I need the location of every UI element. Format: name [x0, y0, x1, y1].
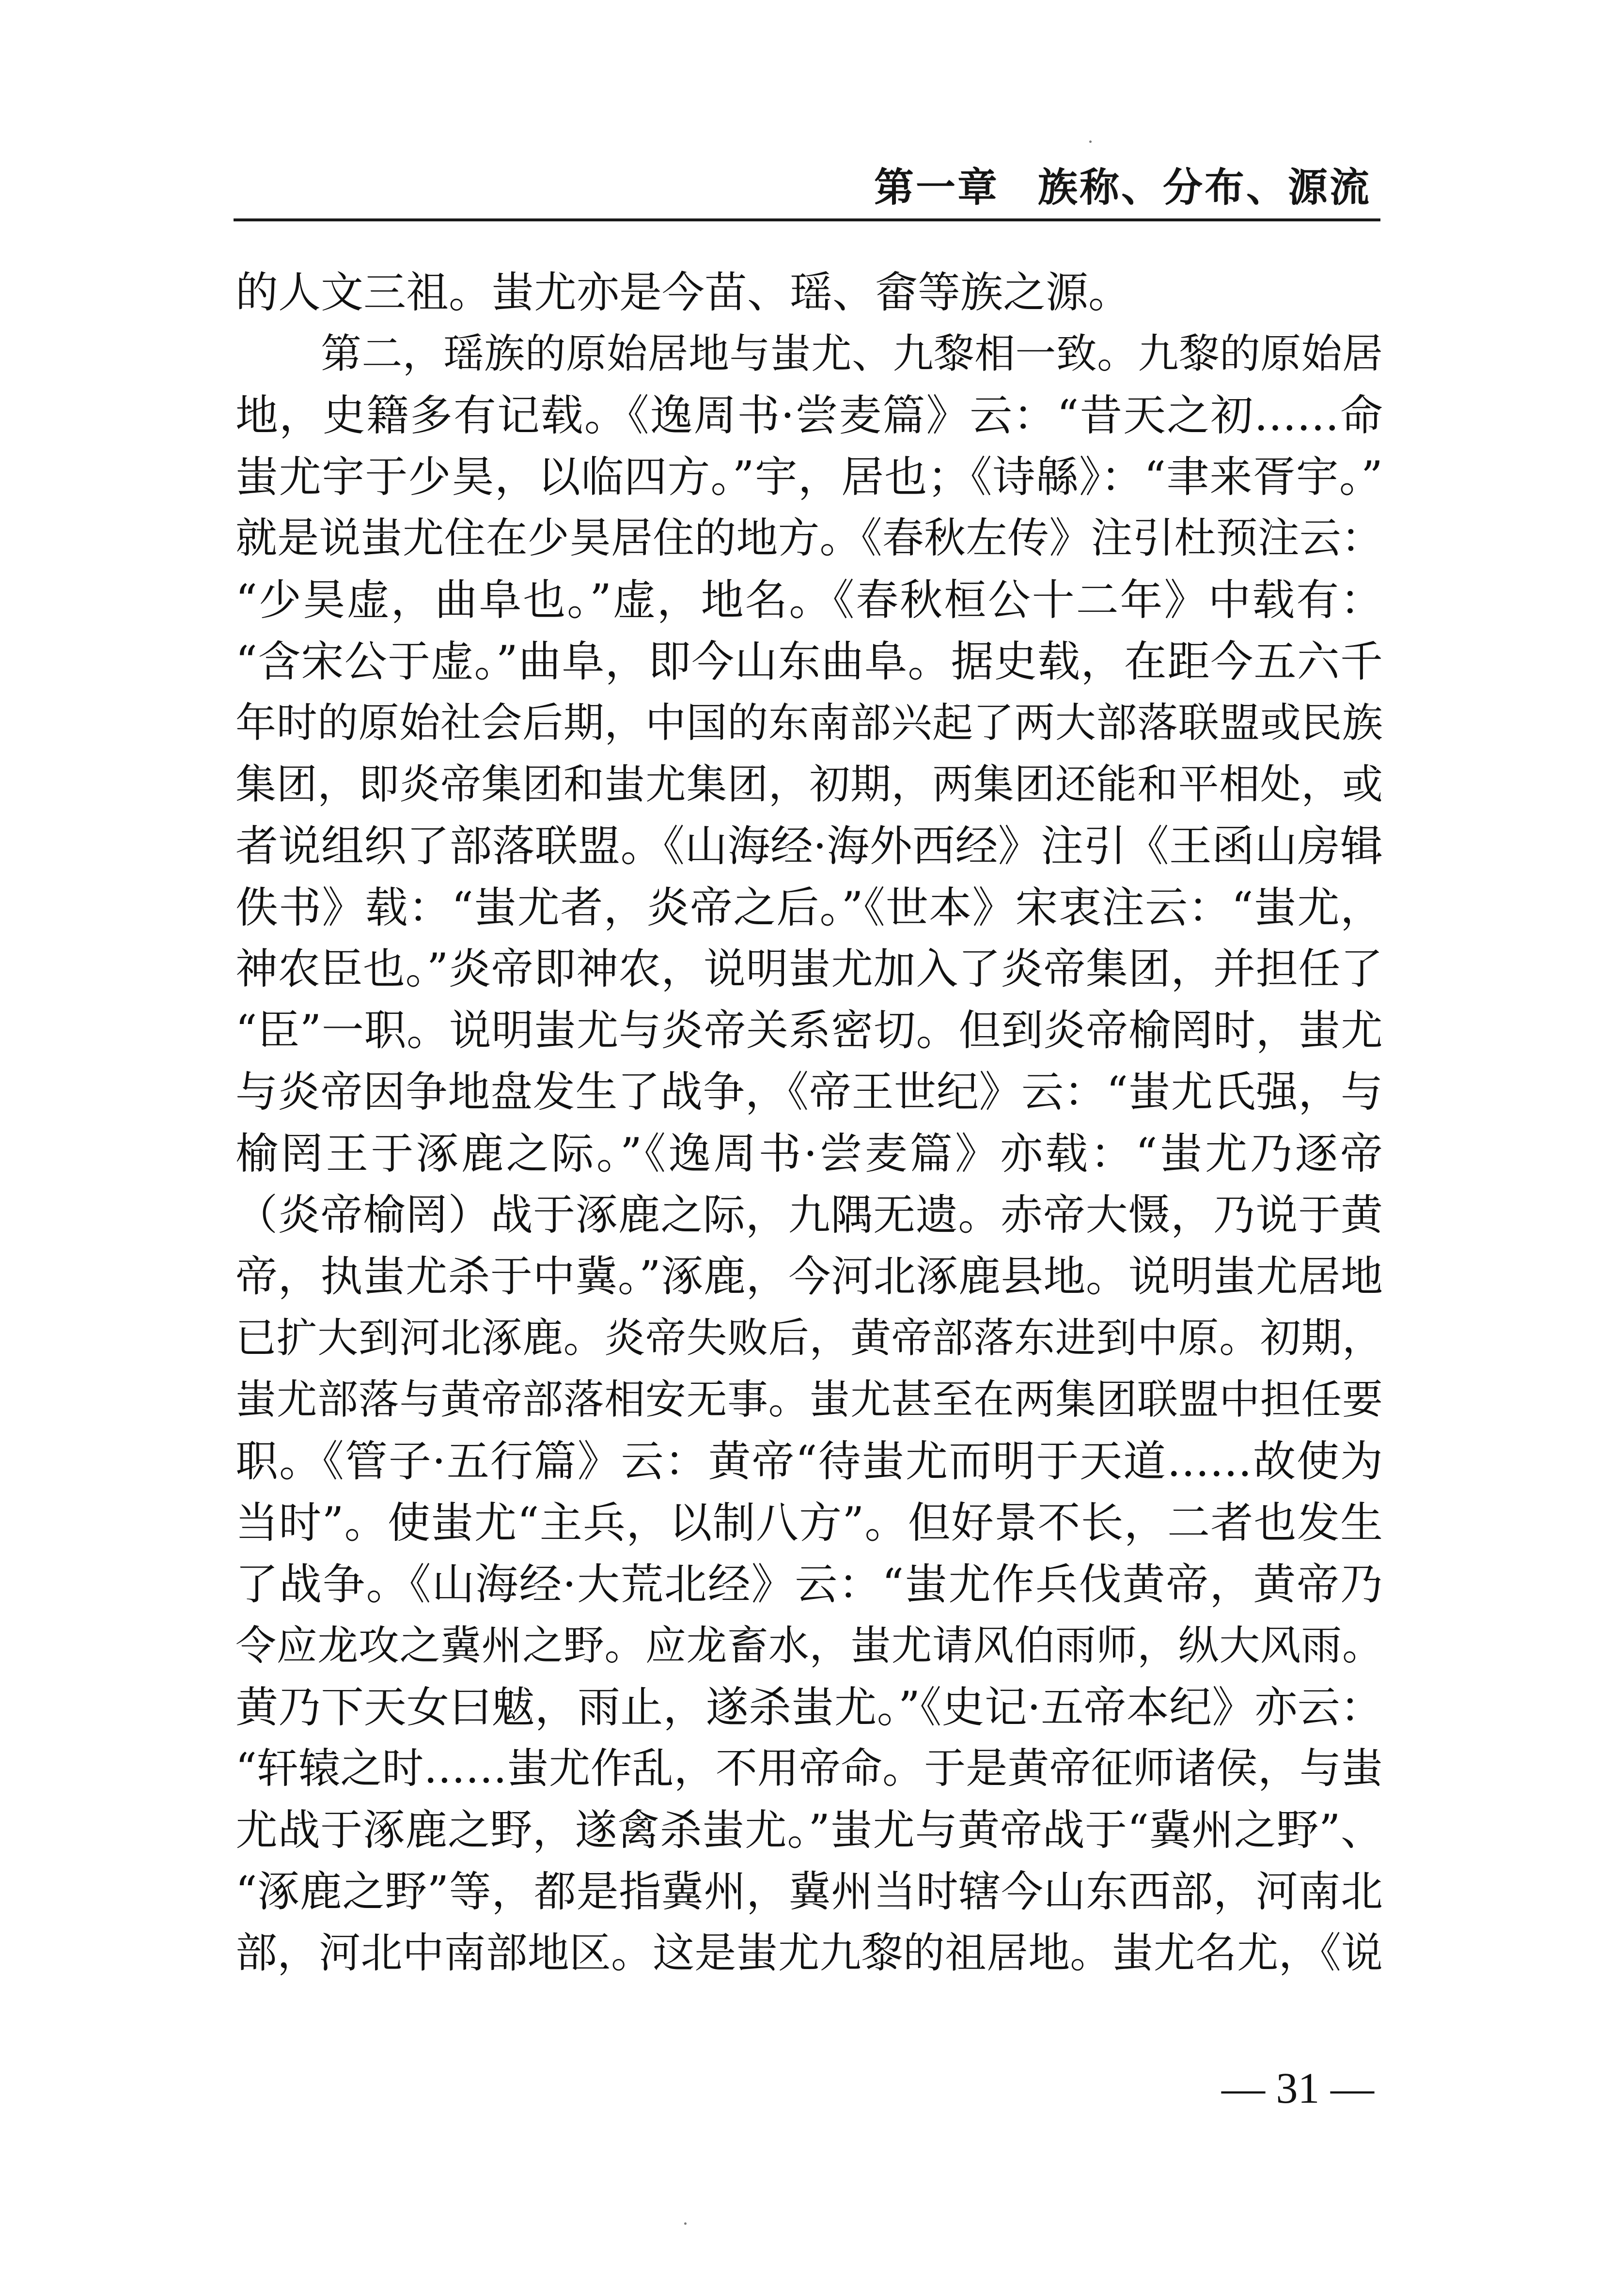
chapter-title: 族称、分布、源流 [1037, 165, 1371, 211]
text-line: 集团，即炎帝集团和蚩尤集团，初期，两集团还能和平相处，或 [235, 760, 1383, 808]
text-line: 榆罔王于涿鹿之际。”《逸周书·尝麦篇》亦载：“蚩尤乃逐帝 [235, 1129, 1383, 1179]
text-line: “轩辕之时……蚩尤作乱，不用帝命。于是黄帝征师诸侯，与蚩 [235, 1744, 1383, 1793]
text-line: 就是说蚩尤住在少昊居住的地方。《春秋左传》注引杜预注云： [235, 514, 1383, 562]
scan-speck [1089, 140, 1092, 143]
text-line: 蚩尤部落与黄帝部落相安无事。蚩尤甚至在两集团联盟中担任要 [235, 1376, 1383, 1423]
text-line: 黄乃下天女曰魃，雨止，遂杀蚩尤。”《史记·五帝本纪》亦云： [235, 1682, 1383, 1732]
text-line: 与炎帝因争地盘发生了战争，《帝王世纪》云：“蚩尤氏强，与 [235, 1067, 1383, 1117]
running-header [874, 156, 1371, 213]
chapter-number: 第一章 [874, 165, 999, 211]
text-line: 蚩尤宇于少昊，以临四方。”宇，居也；《诗緜》：“聿来胥宇。” [235, 452, 1383, 502]
text-line: 年时的原始社会后期，中国的东南部兴起了两大部落联盟或民族 [235, 699, 1383, 746]
text-line: 尤战于涿鹿之野，遂禽杀蚩尤。”蚩尤与黄帝战于“冀州之野”、 [235, 1805, 1383, 1855]
text-line: 当时”。使蚩尤“主兵，以制八方”。但好景不长，二者也发生 [235, 1498, 1383, 1548]
text-line: 职。《管子·五行篇》云：黄帝“待蚩尤而明于天道……故使为 [235, 1436, 1383, 1486]
text-line: 神农臣也。”炎帝即神农，说明蚩尤加入了炎帝集团，并担任了 [235, 944, 1383, 993]
text-line: “臣”一职。说明蚩尤与炎帝关系密切。但到炎帝榆罔时，蚩尤 [235, 1006, 1383, 1055]
page-number: — 31 — [1221, 2064, 1374, 2112]
text-line: 佚书》载：“蚩尤者，炎帝之后。”《世本》宋衷注云：“蚩尤， [235, 883, 1383, 932]
text-line: “少昊虚，曲阜也。”虚，地名。《春秋桓公十二年》中载有： [235, 575, 1383, 625]
header-rule [234, 218, 1380, 221]
scan-speck [684, 2222, 687, 2225]
body-text [235, 262, 1383, 1984]
text-line: “含宋公于虚。”曲阜，即今山东曲阜。据史载，在距今五六千 [235, 636, 1383, 686]
text-line: 了战争。《山海经·大荒北经》云：“蚩尤作兵伐黄帝，黄帝乃 [235, 1559, 1383, 1609]
text-line: 第二，瑶族的原始居地与蚩尤、九黎相一致。九黎的原始居 [321, 330, 1383, 377]
text-line: 部，河北中南部地区。这是蚩尤九黎的祖居地。蚩尤名尤，《说 [235, 1929, 1383, 1977]
text-line: 帝，执蚩尤杀于中冀。”涿鹿，今河北涿鹿县地。说明蚩尤居地 [235, 1252, 1383, 1301]
text-line: 已扩大到河北涿鹿。炎帝失败后，黄帝部落东进到中原。初期， [235, 1314, 1383, 1362]
text-line: 令应龙攻之冀州之野。应龙畜水，蚩尤请风伯雨师，纵大风雨。 [235, 1622, 1383, 1669]
text-line: （炎帝榆罔）战于涿鹿之际，九隅无遗。赤帝大慑，乃说于黄 [235, 1190, 1383, 1240]
text-line: 者说组织了部落联盟。《山海经·海外西经》注引《王函山房辑 [235, 821, 1383, 871]
text-line: 地，史籍多有记载。《逸周书·尝麦篇》云：“昔天之初……命 [235, 390, 1383, 440]
text-line: 的人文三祖。蚩尤亦是今苗、瑶、畲等族之源。 [235, 267, 1131, 317]
text-line: “涿鹿之野”等，都是指冀州，冀州当时辖今山东西部，河南北 [235, 1867, 1383, 1916]
